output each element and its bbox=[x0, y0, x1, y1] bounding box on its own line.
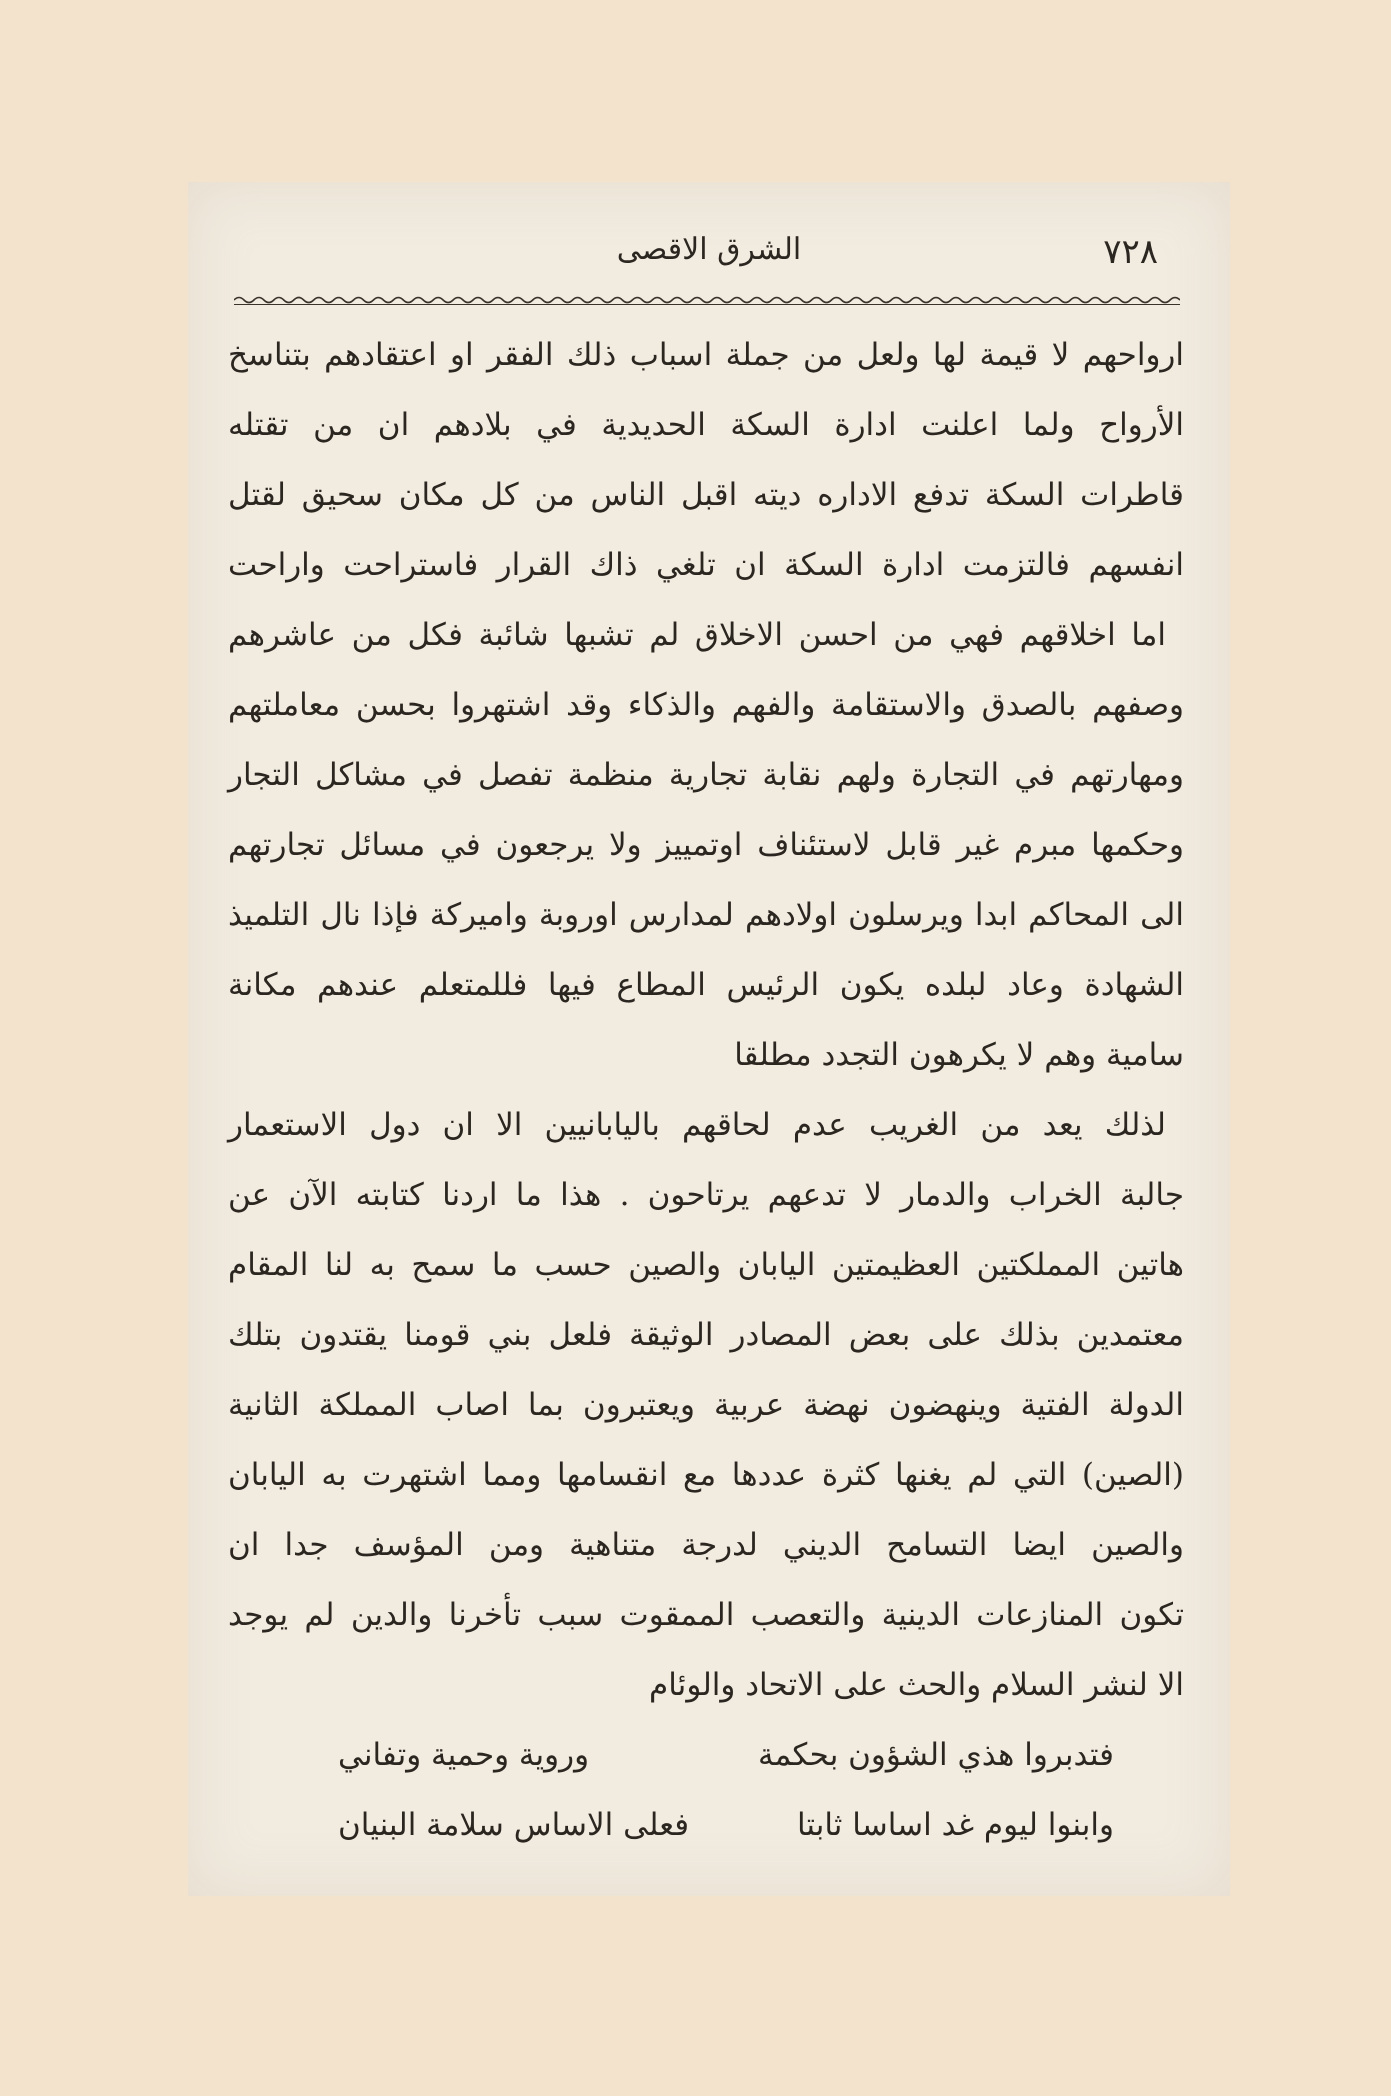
text-line: انفسهم فالتزمت ادارة السكة ان تلغي ذاك القرار فاستراحت واراحت bbox=[228, 547, 1184, 583]
verse-second-hemistich: وروية وحمية وتفاني bbox=[338, 1737, 590, 1773]
text-line: والصين ايضا التسامح الديني لدرجة متناهية ومن المؤسف جدا ان bbox=[228, 1527, 1184, 1563]
text-line: هاتين المملكتين العظيمتين اليابان والصين حسب ما سمح به لنا المقام bbox=[228, 1247, 1184, 1283]
verse-first-hemistich: وابنوا ليوم غد اساسا ثابتا bbox=[796, 1807, 1114, 1843]
text-line: الى المحاكم ابدا ويرسلون اولادهم لمدارس اوروبة واميركة فإذا نال التلميذ bbox=[228, 897, 1184, 933]
body-text bbox=[228, 320, 1184, 1860]
header-rule bbox=[234, 294, 1180, 306]
text-line: سامية وهم لا يكرهون التجدد مطلقا bbox=[734, 1037, 1184, 1073]
text-line: الأرواح ولما اعلنت ادارة السكة الحديدية في بلادهم ان من تقتله bbox=[228, 407, 1184, 443]
text-line: لذلك يعد من الغريب عدم لحاقهم باليابانيين الا ان دول الاستعمار bbox=[228, 1107, 1166, 1143]
text-line: ارواحهم لا قيمة لها ولعل من جملة اسباب ذلك الفقر او اعتقادهم بتناسخ bbox=[228, 337, 1184, 373]
text-line: وحكمها مبرم غير قابل لاستئناف اوتمييز ولا يرجعون في مسائل تجارتهم bbox=[228, 827, 1184, 863]
text-line: معتمدين بذلك على بعض المصادر الوثيقة فلعل بني قومنا يقتدون بتلك bbox=[228, 1317, 1184, 1353]
poem-verse bbox=[228, 1720, 1184, 1790]
text-line: الشهادة وعاد لبلده يكون الرئيس المطاع فيها فللمتعلم عندهم مكانة bbox=[228, 967, 1184, 1003]
text-line: قاطرات السكة تدفع الاداره ديته اقبل الناس من كل مكان سحيق لقتل bbox=[228, 477, 1184, 513]
page-number: ٧٢٨ bbox=[1103, 232, 1158, 272]
book-page bbox=[188, 182, 1230, 1896]
text-line: ومهارتهم في التجارة ولهم نقابة تجارية منظمة تفصل في مشاكل التجار bbox=[228, 757, 1184, 793]
verse-second-hemistich: فعلى الاساس سلامة البنيان bbox=[338, 1807, 690, 1843]
text-line: وصفهم بالصدق والاستقامة والفهم والذكاء وقد اشتهروا بحسن معاملتهم bbox=[228, 687, 1184, 723]
text-line: الدولة الفتية وينهضون نهضة عربية ويعتبرون بما اصاب المملكة الثانية bbox=[228, 1387, 1184, 1423]
text-line: جالبة الخراب والدمار لا تدعهم يرتاحون . هذا ما اردنا كتابته الآن عن bbox=[228, 1177, 1184, 1213]
text-line: (الصين) التي لم يغنها كثرة عددها مع انقسامها ومما اشتهرت به اليابان bbox=[228, 1457, 1184, 1493]
running-title: الشرق الاقصى bbox=[616, 232, 802, 267]
page-header bbox=[234, 228, 1184, 278]
poem-verse bbox=[228, 1790, 1184, 1860]
text-line: اما اخلاقهم فهي من احسن الاخلاق لم تشبها شائبة فكل من عاشرهم bbox=[228, 617, 1166, 653]
verse-first-hemistich: فتدبروا هذي الشؤون بحكمة bbox=[758, 1737, 1114, 1773]
text-line: الا لنشر السلام والحث على الاتحاد والوئام bbox=[649, 1667, 1184, 1703]
text-line: تكون المنازعات الدينية والتعصب الممقوت سبب تأخرنا والدين لم يوجد bbox=[228, 1597, 1184, 1633]
